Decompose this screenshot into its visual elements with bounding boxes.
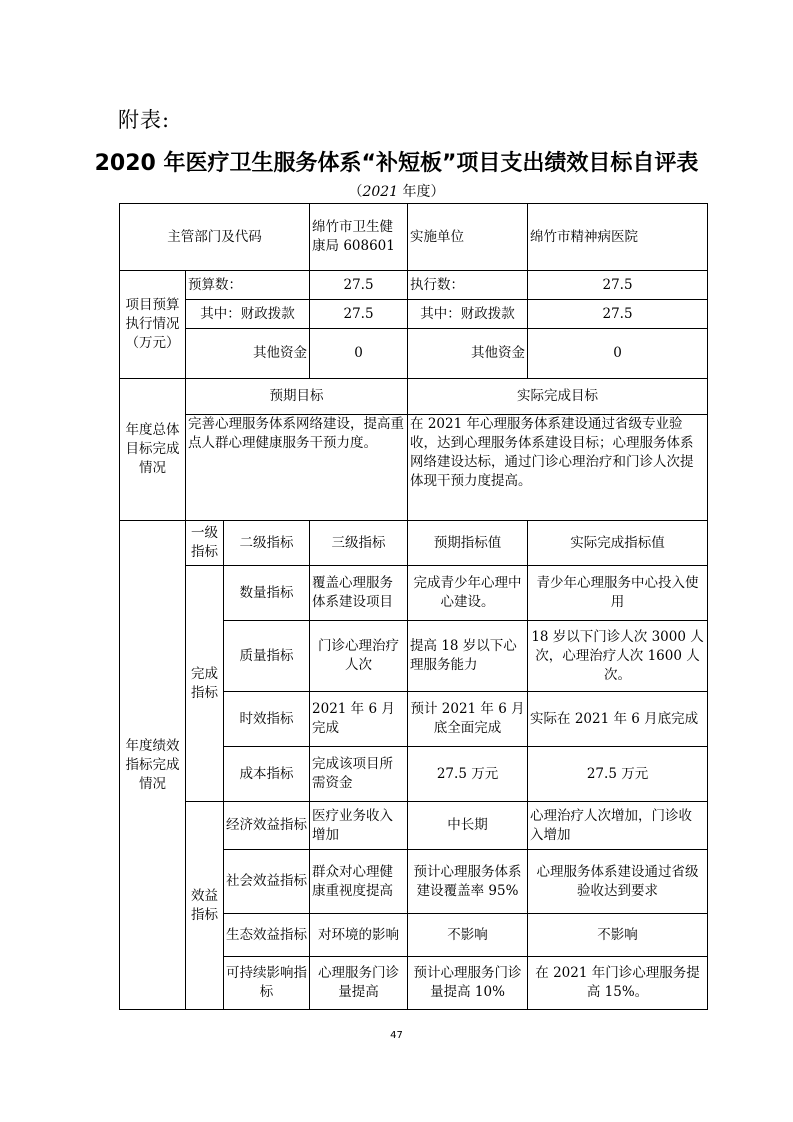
header-actual: 实际完成指标值 [528,521,708,566]
header-level3: 三级指标 [310,521,408,566]
fiscal-value-1: 27.5 [310,300,408,329]
row-expected: 中长期 [408,802,528,850]
page-title: 2020 年医疗卫生服务体系“补短板”项目支出绩效目标自评表 [94,151,699,176]
page-number: 47 [390,1030,403,1041]
completion-indicator-label: 完成指标 [186,566,224,802]
budget-value: 27.5 [310,271,408,300]
year-suffix: 年度） [398,184,445,200]
dept-value: 绵竹市卫生健康局 608601 [310,204,408,271]
row-level2: 经济效益指标 [224,802,310,850]
budget-section-label: 项目预算执行情况（万元） [120,271,186,379]
year-value: 2021 [362,184,399,200]
row-actual: 青少年心理服务中心投入使用 [528,566,708,621]
evaluation-table [119,203,708,1010]
row-actual: 不影响 [528,914,708,957]
row-level2: 数量指标 [224,566,310,621]
header-expected: 预期指标值 [408,521,528,566]
row-expected: 完成青少年心理中心建设。 [408,566,528,621]
other-value-2: 0 [528,329,708,379]
fiscal-label-2: 其中：财政拨款 [408,300,528,329]
dept-label: 主管部门及代码 [120,204,310,271]
overall-section-label: 年度总体目标完成情况 [120,379,186,521]
row-level2: 质量指标 [224,621,310,692]
row-level3: 对环境的影响 [310,914,408,957]
benefit-indicator-label: 效益指标 [186,802,224,1010]
year-prefix: （ [348,184,363,200]
row-level2: 社会效益指标 [224,850,310,914]
fiscal-label-1: 其中：财政拨款 [186,300,310,329]
row-actual: 18 岁以下门诊人次 3000 人次，心理治疗人次 1600 人次。 [528,621,708,692]
expected-goal-header: 预期目标 [186,379,408,415]
row-level3: 心理服务门诊量提高 [310,957,408,1010]
header-level1: 一级指标 [186,521,224,566]
row-level3: 医疗业务收入增加 [310,802,408,850]
exec-label: 执行数： [408,271,528,300]
row-actual: 27.5 万元 [528,747,708,802]
expected-goal-text: 完善心理服务体系网络建设，提高重点人群心理健康服务干预力度。 [186,415,408,521]
row-level2: 生态效益指标 [224,914,310,957]
year-subtitle [0,181,793,201]
row-level3: 完成该项目所需资金 [310,747,408,802]
row-level2: 时效指标 [224,692,310,747]
row-expected: 不影响 [408,914,528,957]
row-level3: 门诊心理治疗人次 [310,621,408,692]
impl-label: 实施单位 [408,204,528,271]
row-actual: 在 2021 年门诊心理服务提高 15%。 [528,957,708,1010]
row-level3: 覆盖心理服务体系建设项目 [310,566,408,621]
row-level3: 群众对心理健康重视度提高 [310,850,408,914]
exec-value: 27.5 [528,271,708,300]
row-expected: 预计心理服务体系建设覆盖率 95% [408,850,528,914]
row-expected: 27.5 万元 [408,747,528,802]
fiscal-value-2: 27.5 [528,300,708,329]
table-row [120,802,708,850]
budget-label: 预算数： [186,271,310,300]
row-expected: 提高 18 岁以下心理服务能力 [408,621,528,692]
row-expected: 预计心理服务门诊量提高 10% [408,957,528,1010]
row-actual: 心理治疗人次增加，门诊收入增加 [528,802,708,850]
row-level2: 可持续影响指标 [224,957,310,1010]
actual-goal-header: 实际完成目标 [408,379,708,415]
other-label-1: 其他资金 [186,329,310,379]
other-label-2: 其他资金 [408,329,528,379]
row-actual: 心理服务体系建设通过省级验收达到要求 [528,850,708,914]
table-row [120,566,708,621]
row-expected: 预计 2021 年 6 月底全面完成 [408,692,528,747]
actual-goal-text: 在 2021 年心理服务体系建设通过省级专业验收，达到心理服务体系建设目标；心理服务体系网络建设达标，通过门诊心理治疗和门诊人次提体现干预力度提高。 [408,415,708,521]
row-actual: 实际在 2021 年 6 月底完成 [528,692,708,747]
row-level2: 成本指标 [224,747,310,802]
header-level2: 二级指标 [224,521,310,566]
impl-value: 绵竹市精神病医院 [528,204,708,271]
attachment-label: 附表: [118,108,171,132]
row-level3: 2021 年 6 月完成 [310,692,408,747]
other-value-1: 0 [310,329,408,379]
performance-section-label: 年度绩效指标完成情况 [120,521,186,1010]
